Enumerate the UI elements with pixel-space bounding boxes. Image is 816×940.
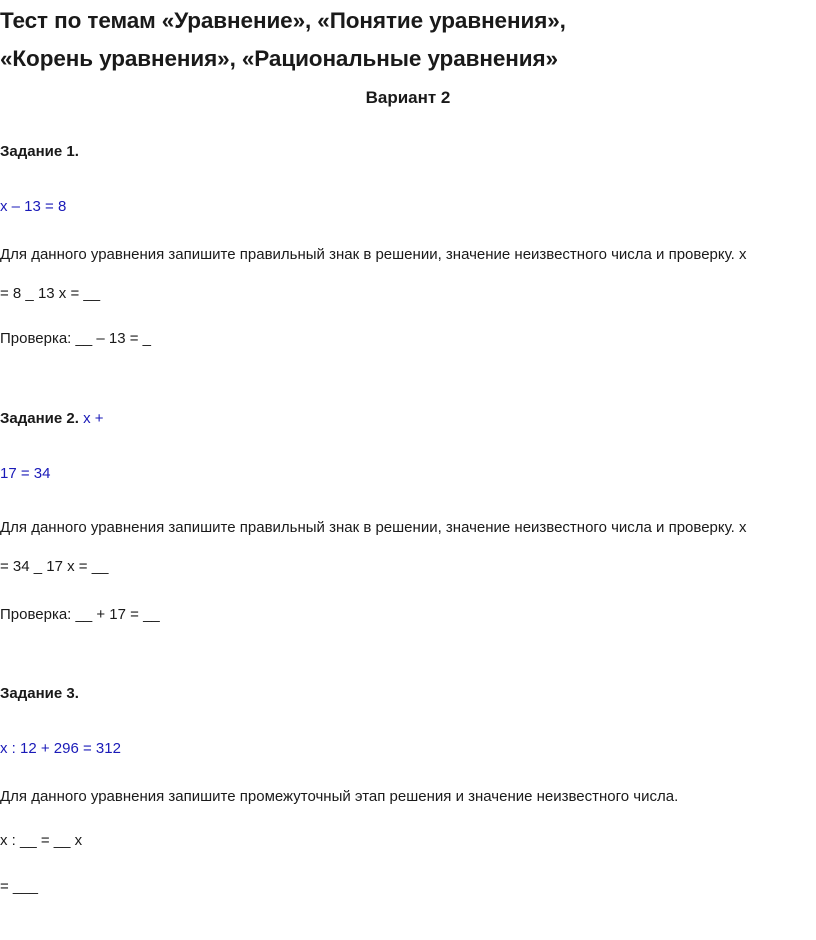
task-3-equation: x : 12 + 296 = 312 xyxy=(0,740,121,757)
task-2-equation-end: 17 = 34 xyxy=(0,465,51,482)
task-2-heading: Задание 2. xyxy=(0,410,79,427)
task-2-solution: = 34 _ 17 x = __ xyxy=(0,558,109,575)
title-line-2: «Корень уравнения», «Рациональные уравнения» xyxy=(0,46,558,71)
task-1-equation: x – 13 = 8 xyxy=(0,198,67,215)
task-2-equation-start: x + xyxy=(78,410,104,427)
task-3-heading: Задание 3. xyxy=(0,685,79,702)
variant-heading: Вариант 2 xyxy=(365,88,451,107)
task-3-step: x : __ = __ x xyxy=(0,832,83,849)
task-3-instruction: Для данного уравнения запишите промежуточный этап решения и значение неизвестного числа. xyxy=(0,788,679,805)
task-2-heading-line xyxy=(0,409,104,429)
task-2-check: Проверка: __ + 17 = __ xyxy=(0,606,160,623)
task-1-heading: Задание 1. xyxy=(0,143,79,160)
task-1-check: Проверка: __ – 13 = _ xyxy=(0,330,152,347)
task-3-answer: = ___ xyxy=(0,878,38,895)
document-title xyxy=(0,2,566,78)
title-line-1: Тест по темам «Уравнение», «Понятие уравнения», xyxy=(0,8,566,33)
task-1-solution: = 8 _ 13 x = __ xyxy=(0,285,101,302)
task-2-instruction: Для данного уравнения запишите правильный знак в решении, значение неизвестного числа и проверку. x xyxy=(0,519,747,536)
task-1-instruction: Для данного уравнения запишите правильный знак в решении, значение неизвестного числа и проверку. x xyxy=(0,246,747,263)
